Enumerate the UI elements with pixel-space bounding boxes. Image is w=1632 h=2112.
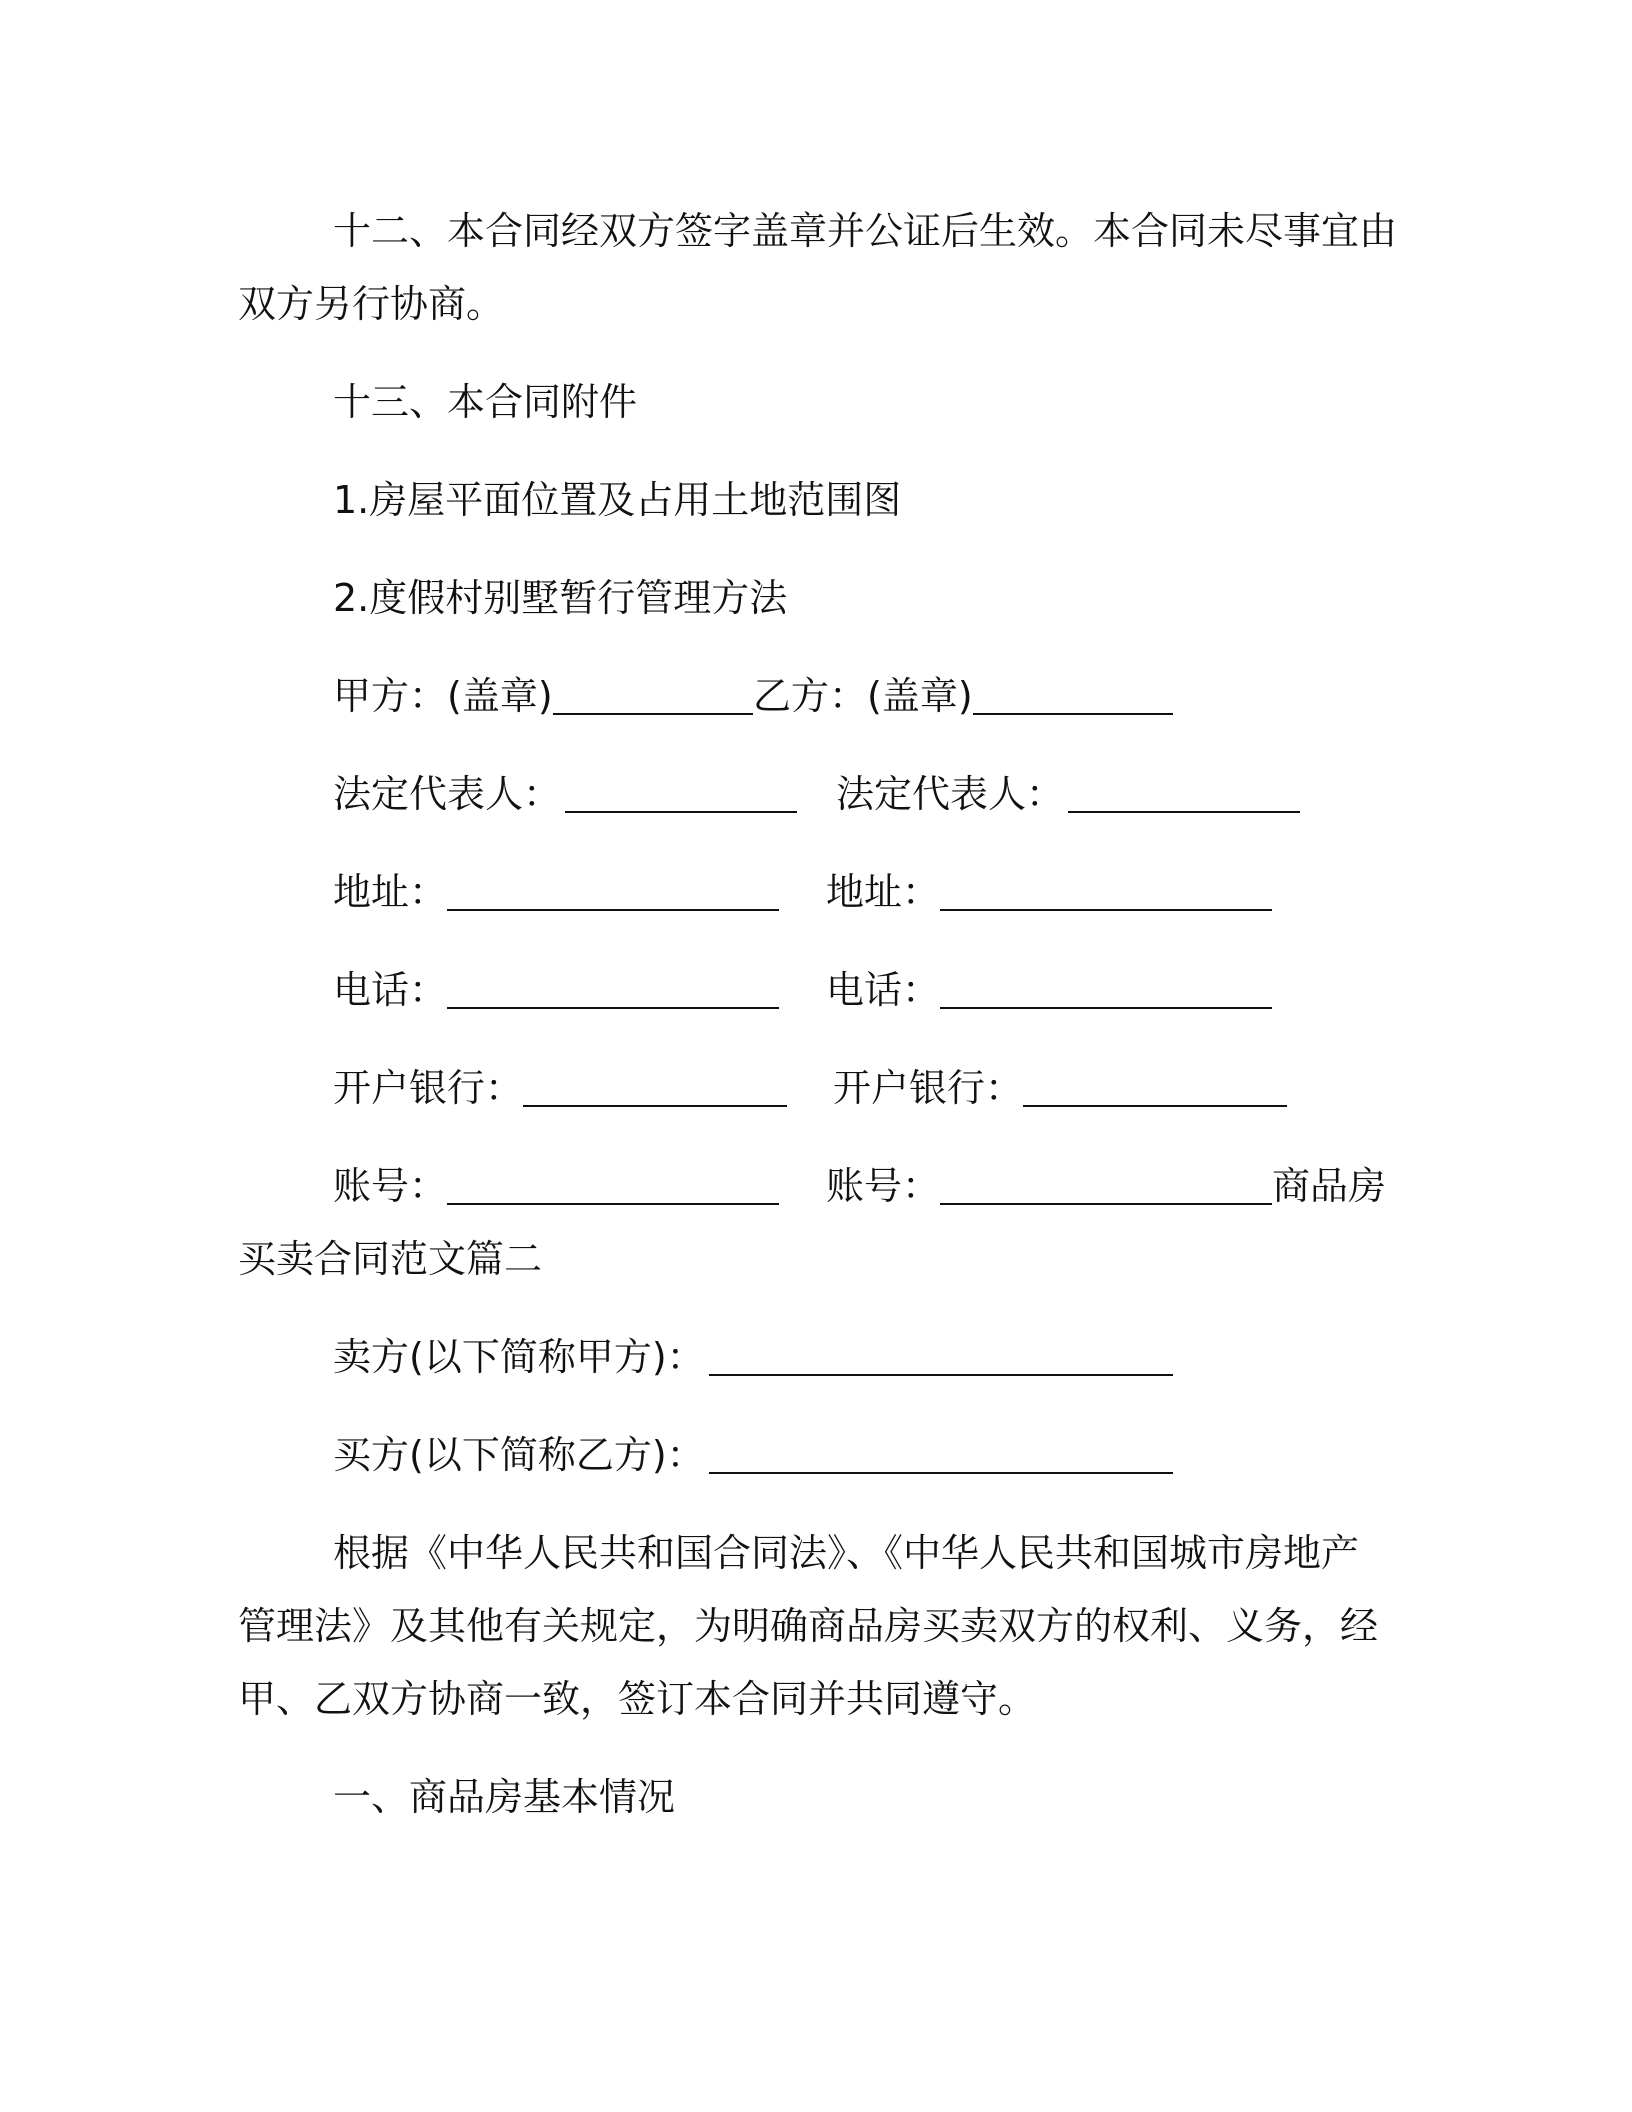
account-b-group: [826, 1150, 1386, 1223]
seller-label: 卖方(以下简称甲方)：: [333, 1335, 705, 1379]
party-a-seal-label: 甲方：(盖章): [333, 674, 553, 718]
clause-13-title: 十三、本合同附件: [333, 380, 638, 424]
bank-b-label: 开户银行：: [833, 1066, 1024, 1110]
account-a-label: 账号：: [333, 1164, 448, 1208]
document-body: [238, 195, 1398, 1834]
address-a-blank[interactable]: [447, 875, 779, 911]
phone-b-group: [826, 954, 1272, 1027]
seller-row: [238, 1321, 1388, 1394]
section-1-title: 一、商品房基本情况: [333, 1775, 676, 1819]
legal-rep-row: [238, 758, 1388, 831]
seller-group: [333, 1321, 1173, 1394]
address-b-blank[interactable]: [940, 875, 1272, 911]
party-b-seal-blank[interactable]: [973, 679, 1173, 715]
clause-12-line-2: 双方另行协商。: [238, 282, 505, 326]
party-a-seal-group: [333, 660, 753, 733]
bank-b-blank[interactable]: [1023, 1071, 1287, 1107]
phone-a-group: [333, 954, 779, 1027]
buyer-label: 买方(以下简称乙方)：: [333, 1433, 705, 1477]
account-b-label: 账号：: [826, 1164, 941, 1208]
phone-row: [238, 954, 1388, 1027]
buyer-row: [238, 1419, 1388, 1492]
bank-row: [238, 1052, 1388, 1125]
party-b-seal-group: [753, 660, 1173, 733]
phone-b-label: 电话：: [826, 968, 941, 1012]
next-title-part-2: 买卖合同范文篇二: [238, 1237, 543, 1281]
preamble-line-3: 甲、乙双方协商一致，签订本合同并共同遵守。: [238, 1677, 1037, 1721]
account-b-blank[interactable]: [940, 1169, 1272, 1205]
attachment-2: 2.度假村别墅暂行管理方法: [333, 576, 788, 620]
address-row: [238, 856, 1388, 929]
legal-rep-b-label: 法定代表人：: [836, 772, 1065, 816]
legal-rep-a-blank[interactable]: [565, 777, 797, 813]
buyer-group: [333, 1419, 1173, 1492]
legal-rep-a-group: [333, 758, 797, 831]
bank-a-blank[interactable]: [523, 1071, 787, 1107]
address-a-label: 地址：: [333, 870, 448, 914]
preamble-line-2: 管理法》及其他有关规定，为明确商品房买卖双方的权利、义务，经: [238, 1604, 1379, 1648]
address-a-group: [333, 856, 779, 929]
seal-row: [238, 660, 1388, 733]
bank-a-label: 开户银行：: [333, 1066, 524, 1110]
phone-b-blank[interactable]: [940, 973, 1272, 1009]
preamble-line-1: 根据《中华人民共和国合同法》、《中华人民共和国城市房地产: [333, 1531, 1360, 1575]
party-b-seal-label: 乙方：(盖章): [753, 674, 973, 718]
buyer-blank[interactable]: [709, 1438, 1173, 1474]
address-b-group: [826, 856, 1272, 929]
phone-a-label: 电话：: [333, 968, 448, 1012]
attachment-1: 1.房屋平面位置及占用土地范围图: [333, 478, 902, 522]
clause-12-line-1: 十二、本合同经双方签字盖章并公证后生效。本合同未尽事宜由: [333, 209, 1398, 253]
bank-b-group: [833, 1052, 1287, 1125]
account-row: [238, 1150, 1388, 1223]
party-a-seal-blank[interactable]: [553, 679, 753, 715]
next-title-part-1: 商品房: [1272, 1164, 1387, 1208]
seller-blank[interactable]: [709, 1340, 1173, 1376]
legal-rep-b-blank[interactable]: [1068, 777, 1300, 813]
account-a-group: [333, 1150, 779, 1223]
address-b-label: 地址：: [826, 870, 941, 914]
bank-a-group: [333, 1052, 787, 1125]
legal-rep-b-group: [836, 758, 1300, 831]
account-a-blank[interactable]: [447, 1169, 779, 1205]
legal-rep-a-label: 法定代表人：: [333, 772, 562, 816]
phone-a-blank[interactable]: [447, 973, 779, 1009]
